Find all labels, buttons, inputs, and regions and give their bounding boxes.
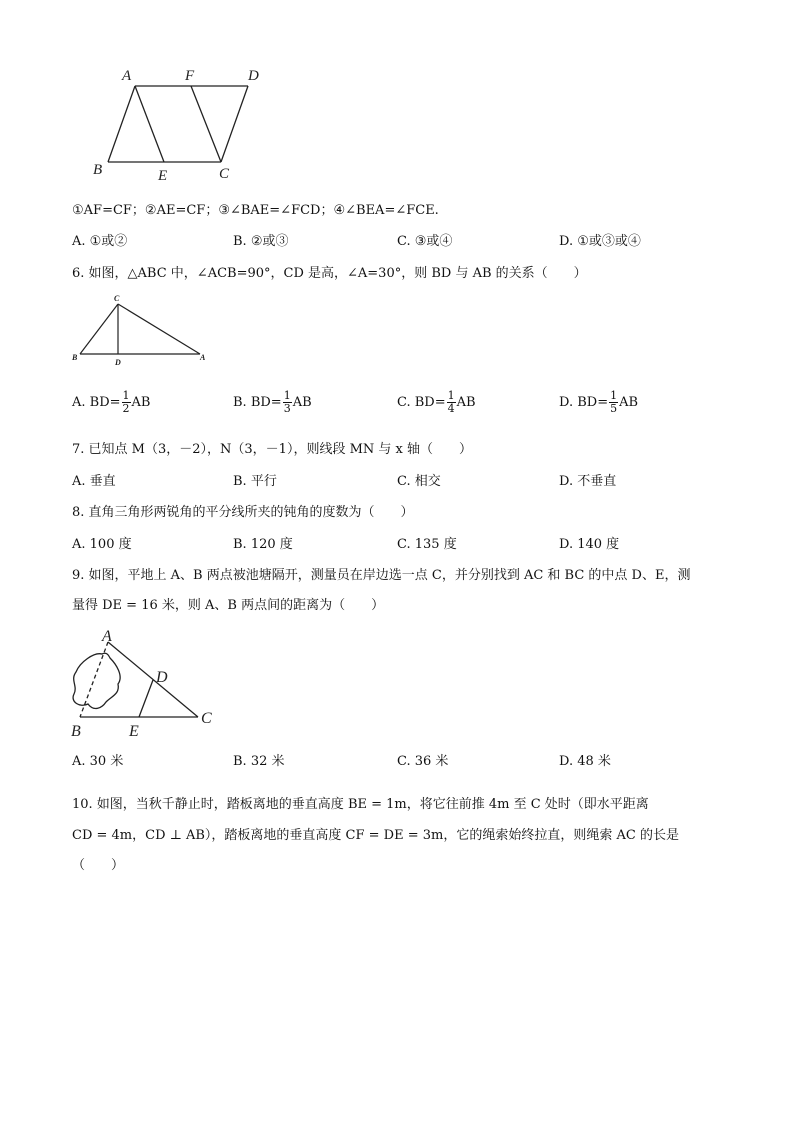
q6-stem: 6. 如图，△ABC 中，∠ACB=90°，CD 是高，∠A=30°，则 BD 与 AB 的关系（ ） bbox=[72, 266, 587, 281]
q9-label-e: E bbox=[129, 723, 139, 740]
q9-side-ac bbox=[108, 642, 198, 717]
q5-option-b[interactable]: B. ②或③ bbox=[233, 234, 289, 249]
q5-side-dc bbox=[221, 86, 248, 162]
q10-stem-line3: （ ） bbox=[72, 858, 125, 873]
q9-label-d: D bbox=[156, 669, 168, 686]
q7-stem: 7. 已知点 M（3，－2），N（3，－1），则线段 MN 与 x 轴（ ） bbox=[72, 442, 472, 457]
q5-option-d[interactable]: D. ①或③或④ bbox=[559, 234, 641, 249]
q6-option-c-fraction: $\frac{1}{4}$ bbox=[447, 389, 455, 415]
q8-option-c[interactable]: C. 135 度 bbox=[397, 537, 457, 552]
q9-label-c: C bbox=[201, 710, 212, 727]
q6-option-b-suffix: AB bbox=[292, 395, 312, 410]
q5-parallelogram-figure bbox=[88, 62, 278, 184]
q6-option-a-fraction: $\frac{1}{2}$ bbox=[122, 389, 130, 415]
q10-stem-line2: CD = 4m，CD ⊥ AB），踏板离地的垂直高度 CF = DE = 3m，它的绳索始终拉直，则绳索 AC 的长是 bbox=[72, 828, 679, 843]
q5-label-e: E bbox=[158, 168, 168, 184]
q5-option-c[interactable]: C. ③或④ bbox=[397, 234, 453, 249]
q9-option-c[interactable]: C. 36 米 bbox=[397, 754, 449, 769]
q6-option-c[interactable] bbox=[397, 388, 476, 418]
q9-segment-de bbox=[139, 680, 153, 717]
q7-option-b[interactable]: B. 平行 bbox=[233, 474, 277, 489]
q5-label-b: B bbox=[93, 162, 103, 178]
q6-option-d-suffix: AB bbox=[619, 395, 639, 410]
q9-pond-outline bbox=[73, 653, 120, 708]
q7-option-d[interactable]: D. 不垂直 bbox=[559, 474, 617, 489]
q6-option-b-fraction: $\frac{1}{3}$ bbox=[283, 389, 291, 415]
q6-option-c-suffix: AB bbox=[456, 395, 476, 410]
q5-label-f: F bbox=[185, 68, 195, 84]
q6-label-c: C bbox=[114, 294, 120, 303]
q6-label-b: B bbox=[72, 353, 78, 362]
q6-option-a[interactable] bbox=[72, 388, 150, 418]
q6-option-a-suffix: AB bbox=[131, 395, 151, 410]
q5-option-a[interactable]: A. ①或② bbox=[72, 234, 128, 249]
q9-stem-line2: 量得 DE = 16 米，则 A、B 两点间的距离为（ ） bbox=[72, 598, 385, 613]
q6-option-d[interactable] bbox=[559, 388, 638, 418]
q10-stem-line1: 10. 如图，当秋千静止时，踏板离地的垂直高度 BE = 1m，将它往前推 4m 至 C 处时（即水平距离 bbox=[72, 797, 649, 812]
q6-side-bc bbox=[80, 304, 118, 354]
q5-conditions: ①AF=CF；②AE=CF；③∠BAE=∠FCD；④∠BEA=∠FCE. bbox=[72, 203, 439, 218]
q8-option-d[interactable]: D. 140 度 bbox=[559, 537, 620, 552]
q9-label-a: A bbox=[102, 628, 112, 645]
q5-segment-fc bbox=[191, 86, 221, 162]
q5-side-ab bbox=[108, 86, 135, 162]
q7-option-a[interactable]: A. 垂直 bbox=[72, 474, 116, 489]
q7-option-c[interactable]: C. 相交 bbox=[397, 474, 441, 489]
q9-option-a[interactable]: A. 30 米 bbox=[72, 754, 124, 769]
q6-label-d: D bbox=[115, 358, 121, 367]
q9-label-b: B bbox=[71, 723, 81, 740]
q5-label-d: D bbox=[248, 68, 259, 84]
q5-segment-ae bbox=[135, 86, 164, 162]
q8-stem: 8. 直角三角形两锐角的平分线所夹的钝角的度数为（ ） bbox=[72, 505, 414, 520]
q9-option-b[interactable]: B. 32 米 bbox=[233, 754, 285, 769]
q9-stem-line1: 9. 如图，平地上 A、B 两点被池塘隔开，测量员在岸边选一点 C，并分别找到 AC 和 BC 的中点 D、E，测 bbox=[72, 568, 691, 583]
q5-label-c: C bbox=[219, 166, 230, 182]
q5-label-a: A bbox=[122, 68, 132, 84]
q9-pond-figure bbox=[66, 624, 226, 744]
q6-option-a-prefix: A. BD= bbox=[72, 395, 121, 410]
q9-option-d[interactable]: D. 48 米 bbox=[559, 754, 611, 769]
q6-triangle-figure bbox=[68, 290, 213, 370]
q6-label-a: A bbox=[200, 353, 206, 362]
q8-option-b[interactable]: B. 120 度 bbox=[233, 537, 293, 552]
q6-option-d-prefix: D. BD= bbox=[559, 395, 609, 410]
q6-option-c-prefix: C. BD= bbox=[397, 395, 446, 410]
q6-side-ca bbox=[118, 304, 200, 354]
q6-option-d-fraction: $\frac{1}{5}$ bbox=[610, 389, 618, 415]
q6-option-b[interactable] bbox=[233, 388, 312, 418]
q8-option-a[interactable]: A. 100 度 bbox=[72, 537, 132, 552]
q6-option-b-prefix: B. BD= bbox=[233, 395, 282, 410]
